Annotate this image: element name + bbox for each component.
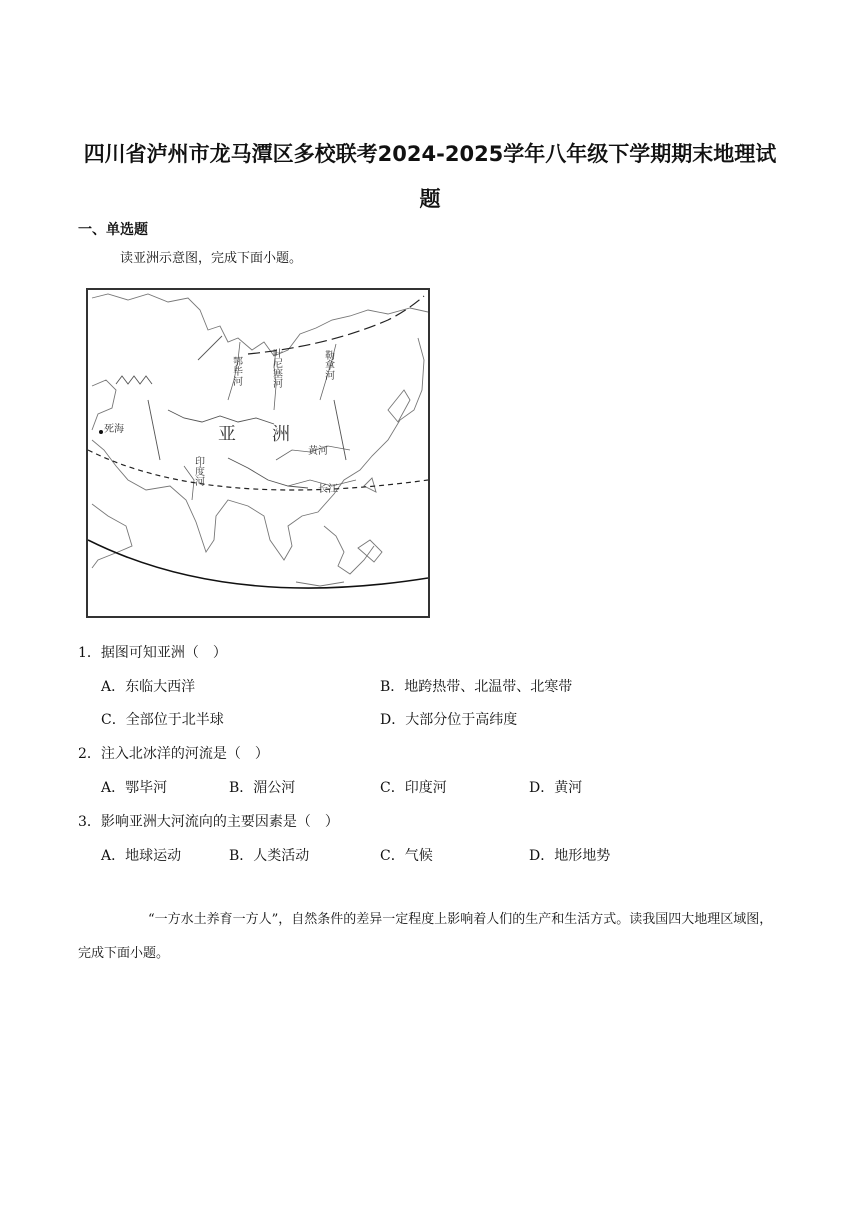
question-2-stem: 2．注入北冰洋的河流是（ ） [78, 746, 269, 762]
question-2-option-c[interactable]: C．印度河 [380, 780, 447, 796]
map-label-yenisei-river: 叶尼塞河 [270, 348, 282, 388]
map-label-ya: 亚 [218, 424, 236, 445]
asia-map [86, 288, 430, 618]
question-1-option-d[interactable]: D．大部分位于高纬度 [380, 712, 518, 728]
question-3-option-b[interactable]: B．人类活动 [229, 848, 310, 864]
question-1-option-a[interactable]: A．东临大西洋 [101, 679, 196, 695]
map-label-yangtze-river: 长江 [318, 484, 338, 495]
intro-text: 读亚洲示意图，完成下面小题。 [120, 251, 303, 266]
question-3-option-d[interactable]: D．地形地势 [529, 848, 611, 864]
reading-passage-text: “一方水土养育一方人”，自然条件的差异一定程度上影响着人们的生产和生活方式。读我国四大地理区域图，完成下面小题。 [78, 912, 773, 961]
question-1-option-c[interactable]: C．全部位于北半球 [101, 712, 224, 728]
map-label-dead-sea: 死海 [104, 424, 124, 435]
question-3-option-c[interactable]: C．气候 [380, 848, 433, 864]
document-title-line1: 四川省泸州市龙马潭区多校联考2024-2025学年八年级下学期期末地理试 [83, 142, 777, 166]
reading-passage [78, 903, 782, 971]
section-heading: 一、单选题 [78, 222, 148, 238]
map-label-indus-river: 印度河 [192, 456, 204, 486]
question-2-option-a[interactable]: A．鄂毕河 [101, 780, 168, 796]
question-1-stem: 1．据图可知亚洲（ ） [78, 645, 227, 661]
question-2-option-d[interactable]: D．黄河 [529, 780, 583, 796]
map-label-yellow-river: 黄河 [308, 446, 328, 457]
question-3-option-a[interactable]: A．地球运动 [101, 848, 182, 864]
map-label-zhou: 洲 [272, 424, 290, 445]
map-label-ob-river: 鄂毕河 [230, 356, 242, 386]
document-title-line2: 题 [419, 187, 441, 211]
question-3-stem: 3．影响亚洲大河流向的主要因素是（ ） [78, 814, 339, 830]
question-1-option-b[interactable]: B．地跨热带、北温带、北寒带 [380, 679, 573, 695]
question-2-option-b[interactable]: B．湄公河 [229, 780, 296, 796]
map-label-lena-river: 勒拿河 [322, 350, 334, 380]
asia-map-drawing [88, 290, 428, 616]
